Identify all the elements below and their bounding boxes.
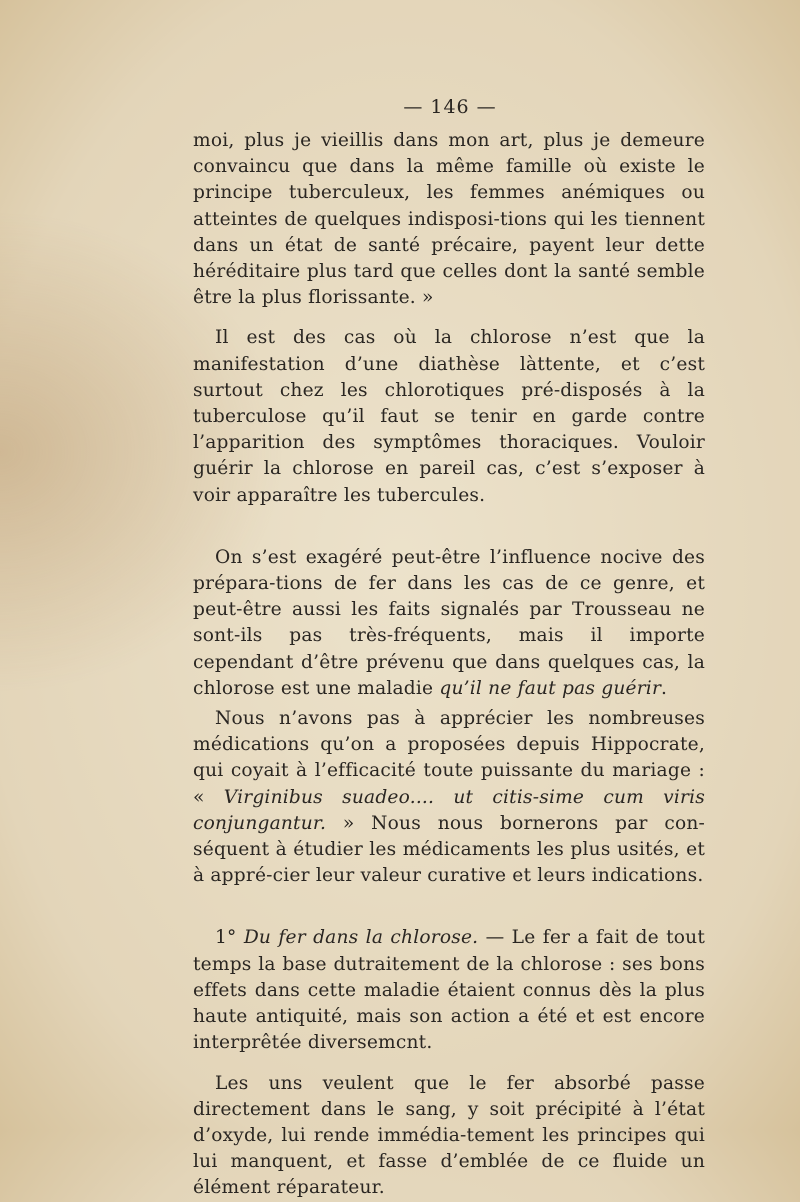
body-text bbox=[193, 128, 705, 1202]
section-heading: Du fer dans la chlorose. bbox=[243, 927, 479, 949]
paragraph-1: moi, plus je vieillis dans mon art, plus je demeure convaincu que dans la même famille où existe le principe tuberculeux, les femmes anémiques ou atteintes de quelques indisposi-tions qui les tiennent dans un état de santé précaire, payent leur dette héréditaire plus tard que celles dont la santé semble être la plus florissante. » bbox=[193, 130, 705, 309]
paragraph-5: 1° Du fer dans la chlorose. — Le fer a fait de tout temps la base dutraitement de la chlorose : ses bons effets dans cette maladie étaient connus dès la plus haute antiquité, mais son action a été et est encore interprêtée diversemcnt. bbox=[193, 927, 705, 1054]
page-number: — 146 — bbox=[403, 96, 497, 118]
italic-phrase: qu’il ne faut pas guérir bbox=[439, 677, 662, 699]
paragraph-2: Il est des cas où la chlorose n’est que la manifestation d’une diathèse làttente, et c’est surtout chez les chlorotiques pré-disposés à la tuberculose qu’il faut se tenir en garde contre l’apparition des symptômes thoraciques. Vouloir guérir la chlorose en pareil cas, c’est s’exposer à voir apparaître les tubercules. bbox=[193, 327, 705, 506]
latin-quote: Virginibus suadeo.... ut citis-sime cum viris conjungantur. bbox=[193, 786, 705, 834]
paragraph-4: Nous n’avons pas à apprécier les nombreuses médications qu’on a proposées depuis Hippocrate, qui coyait à l’efficacité toute puissante du mariage : « Virginibus suadeo.... ut citis-sime cum viris conjungantur. » Nous nous bornerons par con-séquent à étudier les médicaments les plus usités, et à appré-cier leur valeur curative et leurs indications. bbox=[193, 708, 705, 887]
paragraph-3: On s’est exagéré peut-être l’influence nocive des prépara-tions de fer dans les cas de ce genre, et peut-être aussi les faits signalés par Trousseau ne sont-ils pas très-fréquents, mais il importe cependant d’être prévenu que dans quelques cas, la chlorose est une maladie qu’il ne faut pas guérir. bbox=[193, 546, 705, 699]
paragraph-6: Les uns veulent que le fer absorbé passe directement dans le sang, y soit précipité à l’état d’oxyde, lui rende immédia-tement les principes qui lui manquent, et fasse d’emblée de ce fluide un élément réparateur. bbox=[193, 1072, 705, 1199]
